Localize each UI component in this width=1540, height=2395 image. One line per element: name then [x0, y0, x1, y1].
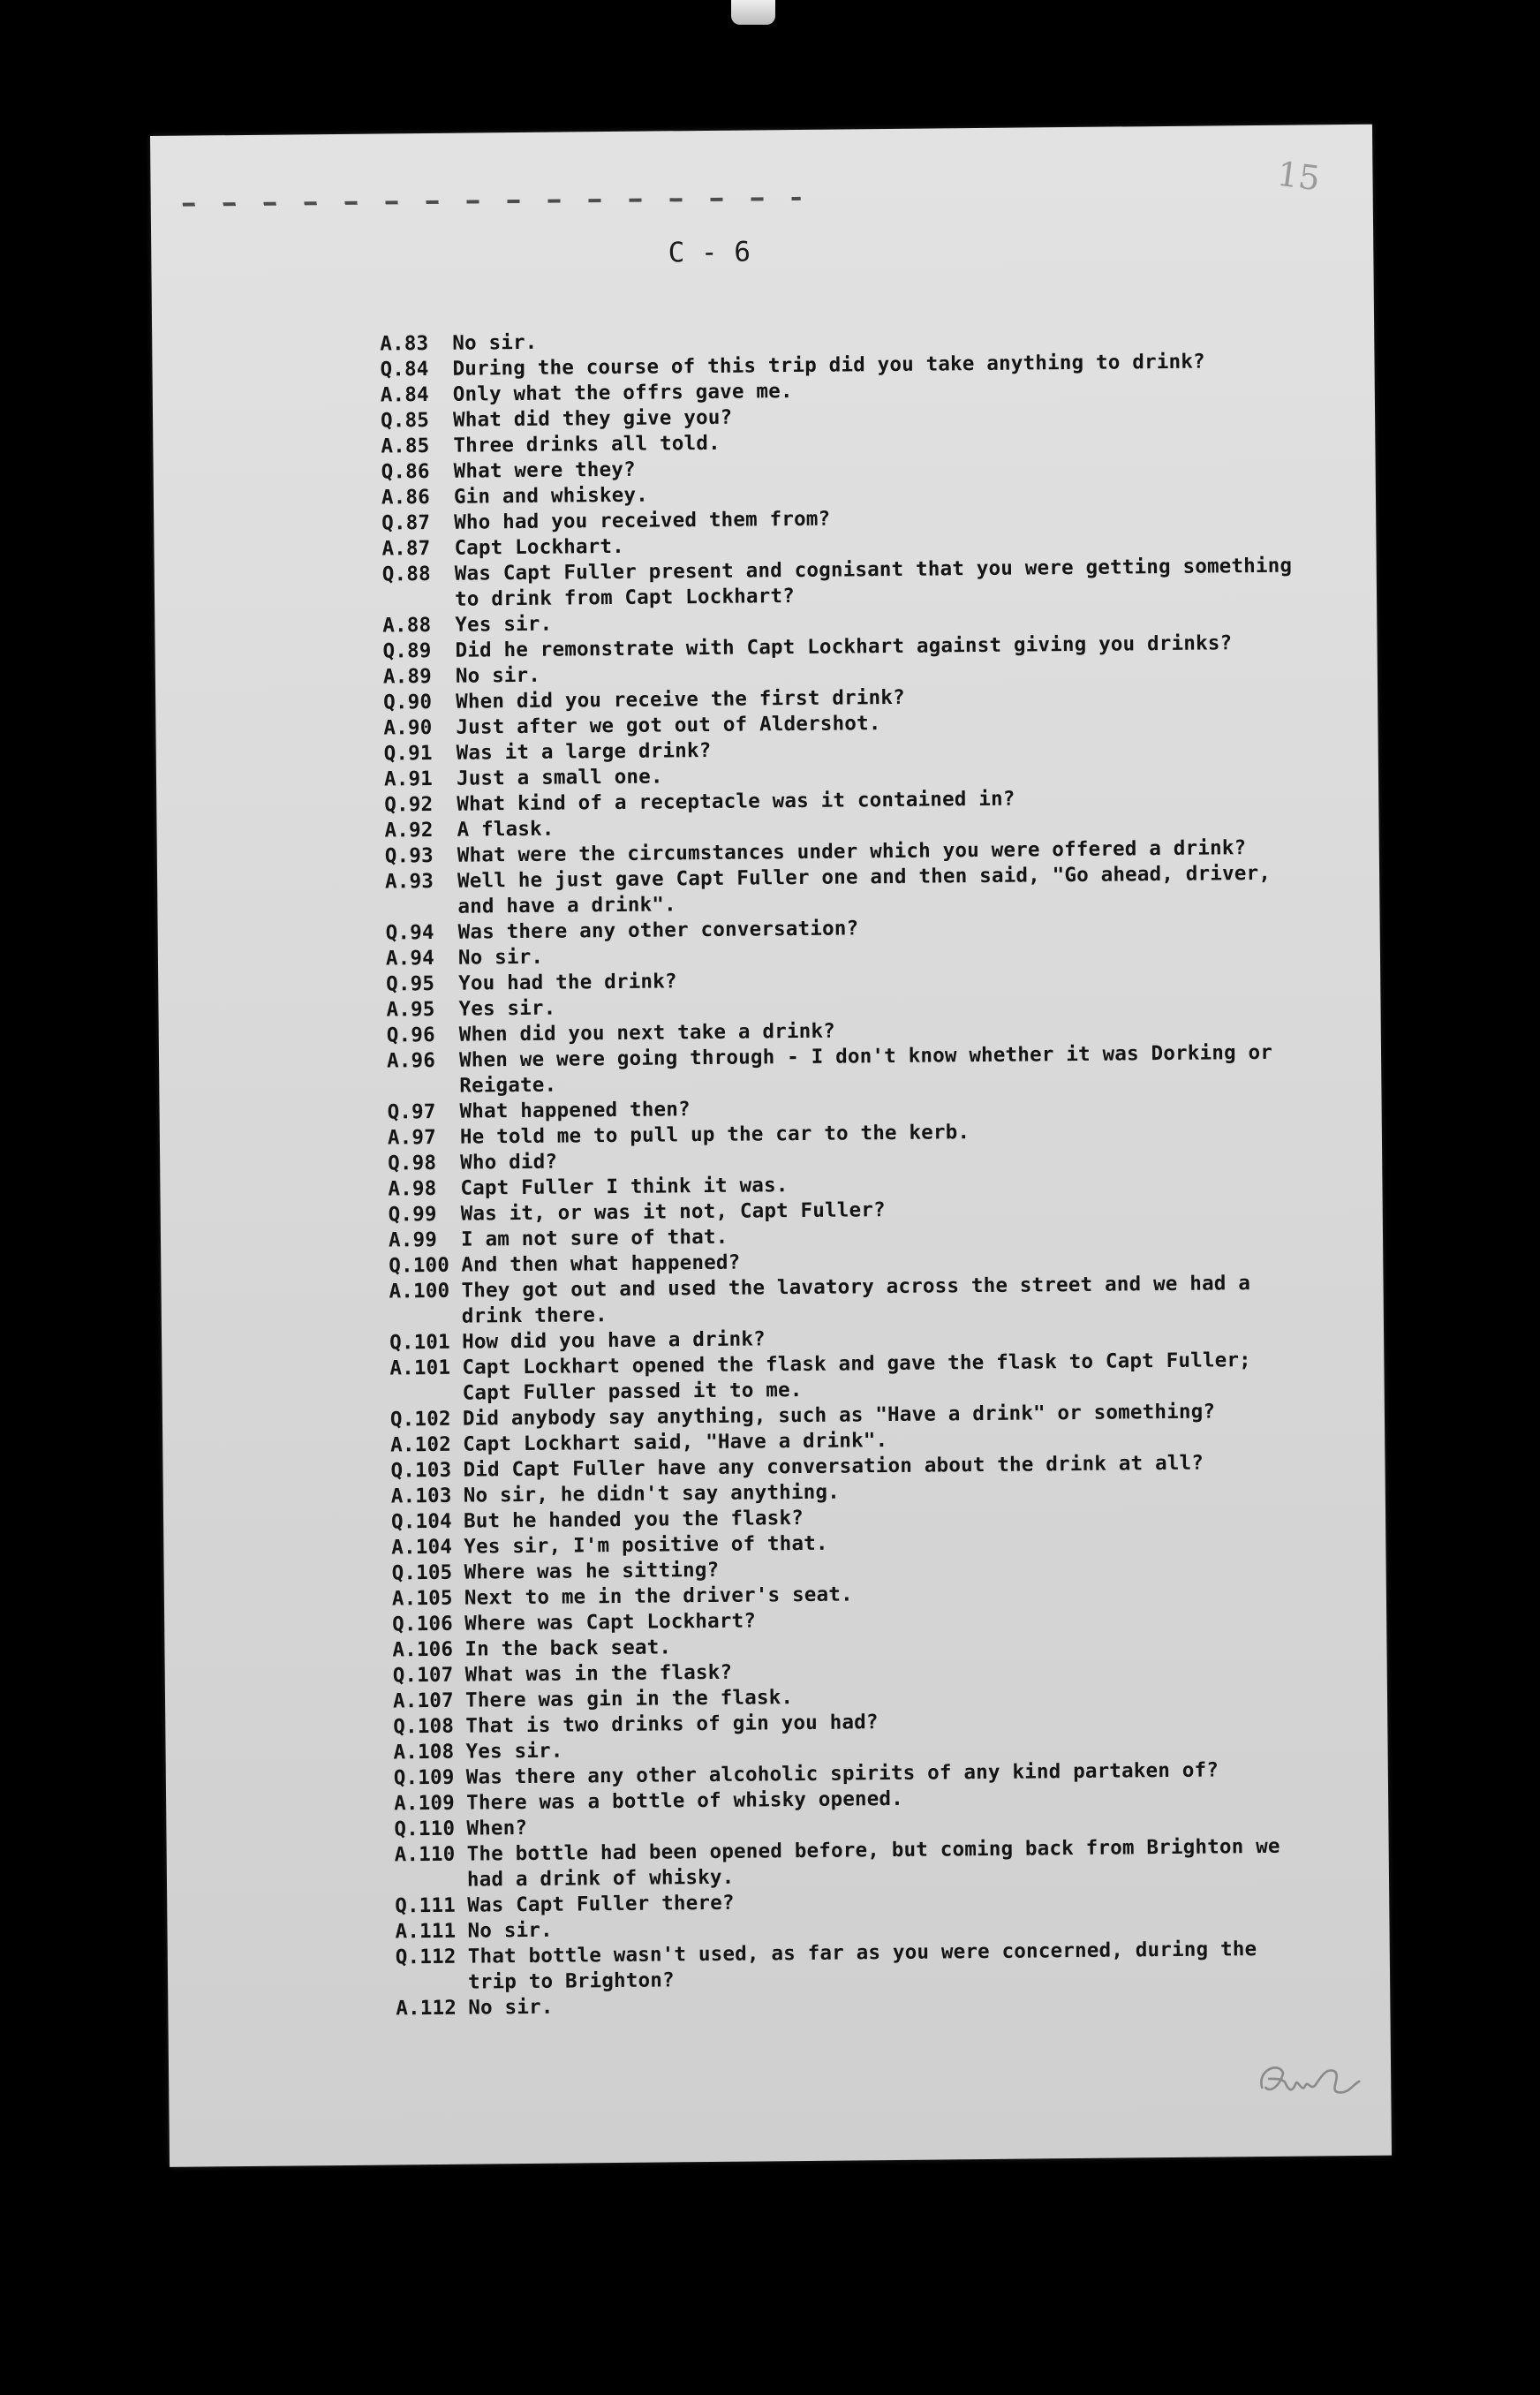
qa-text: Was it, or was it not, Capt Fuller?	[460, 1198, 886, 1226]
qa-label: A.103	[390, 1484, 452, 1508]
qa-text: When?	[466, 1816, 528, 1840]
qa-label: A.112	[396, 1996, 457, 2021]
qa-label: A.109	[394, 1791, 455, 1816]
qa-label: A.104	[391, 1535, 453, 1560]
qa-label: A.84	[380, 382, 429, 407]
qa-text: In the back seat.	[464, 1636, 672, 1661]
qa-label: Q.88	[381, 562, 431, 586]
qa-text: Did Capt Fuller have any conversation about the drink at all?	[463, 1451, 1204, 1482]
qa-text: No sir.	[468, 1995, 554, 2020]
qa-label	[382, 587, 455, 614]
handwritten-initials	[1253, 2051, 1369, 2105]
qa-label: Q.91	[383, 741, 433, 766]
qa-label: Q.103	[390, 1458, 452, 1483]
qa-text: Three drinks all told.	[453, 431, 721, 457]
qa-label	[385, 895, 457, 921]
qa-label: Q.108	[393, 1714, 455, 1739]
qa-text: Just a small one.	[456, 765, 663, 790]
qa-label: A.92	[384, 818, 434, 842]
qa-label: A.98	[388, 1176, 437, 1201]
qa-text: Only what the offrs gave me.	[452, 380, 793, 406]
qa-label: Q.100	[389, 1253, 450, 1278]
qa-label: A.108	[393, 1740, 455, 1764]
qa-label: Q.86	[381, 459, 430, 484]
qa-text: A flask.	[457, 817, 555, 842]
qa-label: Q.84	[380, 357, 429, 382]
qa-text: When did you receive the first drink?	[456, 685, 905, 714]
qa-text: Who had you received them from?	[454, 507, 831, 534]
qa-label: Q.104	[390, 1509, 452, 1534]
qa-text: There was gin in the flask.	[464, 1686, 794, 1712]
qa-label: A.90	[383, 715, 433, 740]
qa-text: Was Capt Fuller present and cognisant that you were getting something	[454, 554, 1293, 586]
qa-text: Yes sir, I'm positive of that.	[464, 1531, 828, 1559]
qa-text: What were they?	[453, 457, 636, 483]
qa-text: Yes sir.	[455, 612, 553, 637]
qa-text: Yes sir.	[465, 1739, 563, 1764]
perforation-line	[183, 197, 801, 207]
qa-text: There was a bottle of whisky opened.	[466, 1787, 904, 1815]
qa-text: Was it a large drink?	[456, 738, 712, 765]
qa-label: A.100	[389, 1279, 450, 1303]
qa-text: No sir.	[455, 663, 541, 688]
qa-text: Did anybody say anything, such as "Have a drink" or something?	[462, 1400, 1216, 1431]
qa-text: Did he remonstrate with Capt Lockhart against giving you drinks?	[455, 631, 1233, 662]
qa-text: Gin and whiskey.	[453, 483, 649, 509]
qa-text: to drink from Capt Lockhart?	[454, 585, 796, 611]
qa-text: Was there any other alcoholic spirits of any kind partaken of?	[465, 1758, 1219, 1789]
qa-text: Just after we got out of Aldershot.	[456, 712, 881, 739]
qa-label: Q.112	[395, 1945, 457, 1969]
qa-label: A.88	[382, 613, 432, 638]
qa-text: had a drink of whisky.	[466, 1865, 735, 1892]
qa-text: Was Capt Fuller there?	[467, 1891, 735, 1917]
qa-text: Capt Fuller I think it was.	[460, 1174, 789, 1200]
qa-text: Was there any other conversation?	[457, 917, 859, 944]
page-number: 15	[1274, 154, 1323, 199]
qa-text: Capt Fuller passed it to me.	[462, 1378, 803, 1405]
qa-label	[395, 1868, 467, 1894]
qa-label: Q.110	[394, 1817, 456, 1841]
qa-label: Q.102	[389, 1407, 451, 1432]
document-page	[150, 125, 1392, 2167]
qa-text: What did they give you?	[452, 405, 733, 432]
qa-label: A.105	[391, 1586, 453, 1611]
top-clip-tab	[731, 0, 775, 25]
qa-text: That is two drinks of gin you had?	[465, 1711, 879, 1738]
qa-text: I am not sure of that.	[460, 1225, 728, 1251]
qa-text: No sir, he didn't say anything.	[463, 1480, 841, 1507]
qa-text: trip to Brighton?	[467, 1968, 675, 1994]
qa-label: Q.105	[391, 1560, 453, 1585]
qa-text: They got out and used the lavatory across the street and we had a	[461, 1272, 1251, 1303]
qa-label: Q.107	[392, 1663, 454, 1688]
qa-label	[396, 1970, 468, 1997]
qa-text: How did you have a drink?	[462, 1327, 766, 1354]
qa-label: Q.89	[382, 638, 432, 663]
qa-label: A.86	[381, 485, 431, 510]
qa-text: Capt Lockhart.	[454, 534, 625, 560]
qa-label: Q.99	[388, 1202, 437, 1227]
qa-label: A.83	[380, 331, 429, 356]
qa-text: What was in the flask?	[464, 1660, 733, 1687]
qa-text: He told me to pull up the car to the kerb.	[459, 1121, 970, 1149]
qa-label: A.106	[392, 1637, 454, 1662]
qa-label: A.93	[384, 869, 434, 894]
qa-label: A.91	[383, 767, 434, 791]
qa-label: A.111	[395, 1919, 457, 1944]
qa-text: Reigate.	[459, 1073, 557, 1098]
qa-text: What were the circumstances under which you were offered a drink?	[457, 836, 1247, 867]
qa-text: During the course of this trip did you take anything to drink?	[452, 350, 1205, 381]
qa-text: No sir.	[457, 945, 544, 970]
qa-label: Q.90	[383, 690, 433, 714]
qa-label: Q.85	[380, 408, 430, 433]
qa-label: A.89	[382, 664, 433, 689]
qa-label: A.99	[388, 1228, 438, 1252]
qa-label: Q.98	[388, 1151, 437, 1175]
qa-text: drink there.	[461, 1303, 608, 1328]
qa-text: That bottle wasn't used, as far as you were concerned, during the	[467, 1938, 1257, 1968]
qa-text: But he handed you the flask?	[463, 1506, 804, 1533]
qa-text: Capt Lockhart said, "Have a drink".	[463, 1429, 888, 1456]
qa-text: and have a drink".	[457, 893, 676, 918]
qa-text: Where was Capt Lockhart?	[464, 1609, 757, 1636]
qa-label: Q.96	[386, 1023, 435, 1047]
qa-text: When did you next take a drink?	[458, 1019, 836, 1046]
qa-label: Q.93	[384, 843, 434, 868]
qa-label	[390, 1381, 463, 1408]
qa-label: Q.94	[385, 920, 434, 945]
qa-text: What kind of a receptacle was it contained in?	[457, 787, 1015, 816]
qa-label: Q.106	[392, 1612, 454, 1636]
qa-text: Capt Lockhart opened the flask and gave the flask to Capt Fuller;	[462, 1349, 1251, 1379]
qa-label: A.87	[381, 536, 431, 561]
qa-label: A.101	[389, 1356, 451, 1380]
qa-label: A.97	[387, 1125, 437, 1150]
qa-text: Yes sir.	[458, 996, 556, 1021]
qa-text: You had the drink?	[458, 970, 677, 995]
qa-text: Well he just gave Capt Fuller one and then said, "Go ahead, driver,	[457, 861, 1272, 893]
qa-label: Q.95	[386, 971, 435, 996]
qa-label: Q.92	[384, 792, 434, 817]
qa-text: Who did?	[460, 1150, 558, 1175]
qa-label: A.96	[386, 1048, 436, 1073]
qa-text: When we were going through - I don't know whether it was Dorking or	[458, 1040, 1273, 1072]
qa-label: Q.87	[381, 510, 431, 535]
page-title: C - 6	[668, 236, 751, 269]
qa-label	[387, 1074, 459, 1100]
qa-text: No sir.	[452, 330, 538, 355]
qa-text: What happened then?	[459, 1098, 691, 1123]
qa-label: Q.109	[393, 1765, 455, 1790]
transcript-lines	[380, 322, 1349, 2021]
qa-label: A.85	[381, 434, 430, 458]
qa-text: Next to me in the driver's seat.	[464, 1583, 853, 1610]
qa-label: A.107	[392, 1689, 454, 1713]
qa-label: A.94	[385, 946, 435, 971]
qa-text: The bottle had been opened before, but coming back from Brighton we	[466, 1834, 1280, 1866]
qa-text: And then what happened?	[461, 1250, 741, 1277]
qa-label: Q.111	[395, 1893, 457, 1918]
qa-label: A.102	[390, 1432, 452, 1457]
qa-label: A.95	[386, 997, 435, 1022]
qa-label: Q.97	[387, 1099, 436, 1124]
qa-label: Q.101	[389, 1330, 450, 1355]
qa-text: No sir.	[467, 1918, 553, 1943]
qa-label: A.110	[394, 1842, 456, 1867]
qa-label	[389, 1304, 462, 1331]
qa-text: Where was he sitting?	[464, 1558, 720, 1584]
